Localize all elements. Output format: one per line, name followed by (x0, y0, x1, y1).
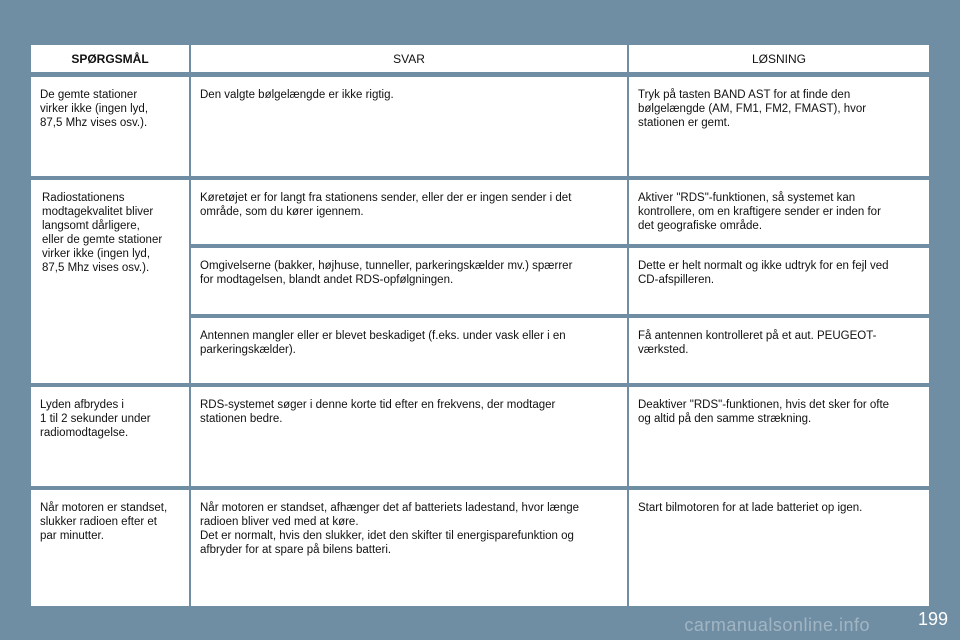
solution-cell (629, 318, 929, 383)
answer-text: RDS-systemet søger i denne korte tid efter en frekvens, der modtager stationen bedre. (200, 399, 556, 425)
solution-text: Aktiver "RDS"-funktionen, så systemet kan kontrollere, om en kraftigere sender er inden for det geografiske område. (638, 192, 881, 232)
solution-cell (629, 387, 929, 486)
question-text: Lyden afbrydes i 1 til 2 sekunder under radiomodtagelse. (40, 399, 151, 439)
answer-text: Omgivelserne (bakker, højhuse, tunneller, parkeringskælder mv.) spærrer for modtagelsen, blandt andet RDS-opfølgningen. (200, 260, 573, 286)
answer-cell (191, 180, 627, 244)
answer-text: Når motoren er standset, afhænger det af batteriets ladestand, hvor længe radioen bliver ved med at køre. Det er normalt, hvis den slukker, idet den skifter til energisparefunktion og afbryder for at spare på bilens batteri. (200, 502, 580, 556)
column-header-answer: SVAR (191, 45, 627, 72)
solution-text: Start bilmotoren for at lade batteriet op igen. (638, 502, 863, 514)
column-header-solution: LØSNING (629, 45, 929, 72)
column-header-question: SPØRGSMÅL (31, 45, 189, 72)
question-cell (31, 77, 189, 176)
question-cell (31, 387, 189, 486)
solution-text: Få antennen kontrolleret på et aut. PEUGEOT- værksted. (638, 330, 877, 356)
solution-cell (629, 180, 929, 244)
question-text: De gemte stationer virker ikke (ingen lyd, 87,5 Mhz vises osv.). (40, 89, 149, 129)
question-cell (31, 180, 189, 383)
watermark: carmanualsonline.info (684, 615, 870, 635)
solution-cell (629, 490, 929, 606)
solution-text: Tryk på tasten BAND AST for at finde den bølgelængde (AM, FM1, FM2, FMAST), hvor stationen er gemt. (638, 89, 867, 129)
answer-cell (191, 248, 627, 314)
page-number: 199 (917, 609, 948, 629)
answer-cell (191, 387, 627, 486)
solution-text: Dette er helt normalt og ikke udtryk for en fejl ved CD-afspilleren. (638, 260, 889, 286)
question-text: Når motoren er standset, slukker radioen efter et par minutter. (40, 502, 168, 542)
answer-text: Antennen mangler eller er blevet beskadiget (f.eks. under vask eller i en parkeringskælder). (200, 330, 566, 356)
question-cell (31, 490, 189, 606)
solution-cell (629, 77, 929, 176)
answer-cell (191, 77, 627, 176)
answer-text: Køretøjet er for langt fra stationens sender, eller der er ingen sender i det område, som du kører igennem. (200, 192, 572, 218)
question-text: Radiostationens modtagekvalitet bliver langsomt dårligere, eller de gemte stationer virker ikke (ingen lyd, 87,5 Mhz vises osv.). (42, 192, 163, 274)
answer-text: Den valgte bølgelængde er ikke rigtig. (200, 89, 394, 101)
answer-cell (191, 490, 627, 606)
solution-cell (629, 248, 929, 314)
solution-text: Deaktiver "RDS"-funktionen, hvis det sker for ofte og altid på den samme strækning. (638, 399, 890, 425)
answer-cell (191, 318, 627, 383)
